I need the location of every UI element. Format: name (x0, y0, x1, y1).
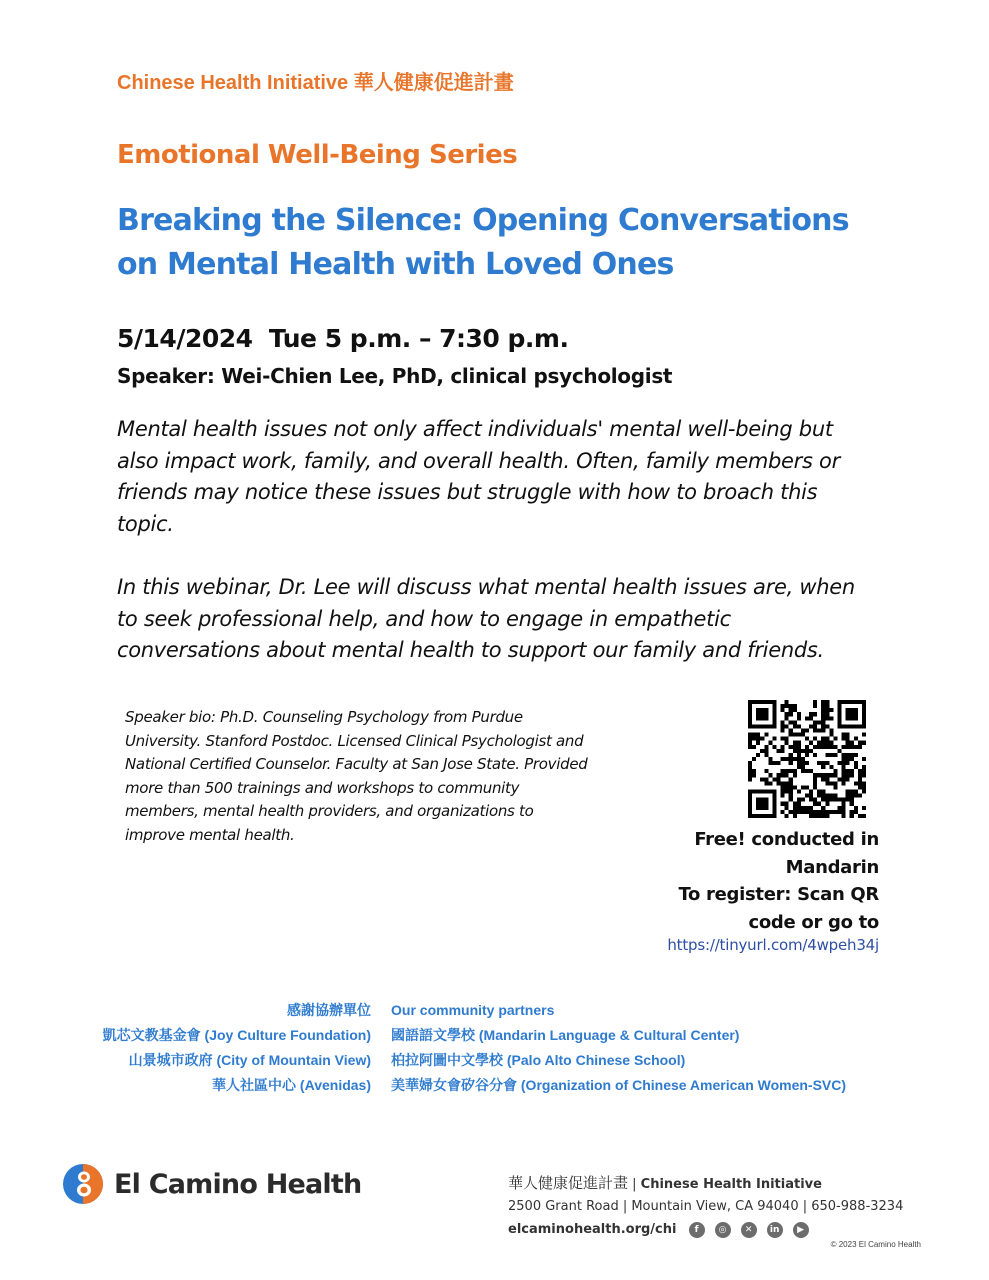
linkedin-icon[interactable]: in (767, 1222, 783, 1238)
partner-item: 凱芯文教基金會 (Joy Culture Foundation) (102, 1027, 371, 1043)
speaker-bio: Speaker bio: Ph.D. Counseling Psychology from Purdue University. Stanford Postdoc. Licensed Clinical Psychologist and National Certified Counselor. Faculty at San Jose State. Provided more than 500 trainings and workshops to community members, mental health providers, and organizations to improve mental health. (125, 708, 588, 844)
footer-org-zh: 華人健康促進計畫 (508, 1174, 629, 1192)
qr-code-icon[interactable] (748, 700, 866, 818)
registration-link[interactable]: https://tinyurl.com/4wpeh34j (667, 936, 879, 954)
footer-website[interactable]: elcaminohealth.org/chi (508, 1222, 677, 1237)
description-paragraph-1: Mental health issues not only affect individuals' mental well-being but also impact work, family, and overall health. Often, family members or friends may notice these issues but struggle with how to broach this topic. (117, 417, 840, 536)
partners-right-column (391, 998, 846, 1098)
registration-info (659, 826, 879, 936)
partners-left-column (103, 998, 371, 1098)
event-title: Breaking the Silence: Opening Conversations on Mental Health with Loved Ones (117, 203, 849, 282)
series-title: Emotional Well-Being Series (117, 140, 518, 170)
footer-address: 2500 Grant Road | Mountain View, CA 94040 | 650-988-3234 (508, 1199, 904, 1214)
copyright: © 2023 El Camino Health (830, 1240, 921, 1249)
event-datetime: 5/14/2024 Tue 5 p.m. – 7:30 p.m. (117, 324, 569, 353)
partner-item: 美華婦女會矽谷分會 (Organization of Chinese American Women-SVC) (391, 1077, 847, 1093)
registration-line-3: To register: Scan QR (678, 884, 879, 905)
partners-heading-zh: 感謝協辦單位 (287, 1002, 371, 1018)
registration-line-2: Mandarin (785, 856, 879, 878)
registration-line-4: code or go to (748, 911, 879, 933)
partner-item: 華人社區中心 (Avenidas) (212, 1077, 371, 1093)
partners-heading-en: Our community partners (391, 1002, 555, 1018)
partner-item: 柏拉阿圖中文學校 (Palo Alto Chinese School) (391, 1052, 686, 1068)
footer-org-en: Chinese Health Initiative (640, 1177, 822, 1192)
org-header: Chinese Health Initiative 華人健康促進計畫 (117, 72, 514, 94)
social-icons (689, 1222, 809, 1238)
partner-item: 國語語文學校 (Mandarin Language & Cultural Center) (391, 1027, 740, 1043)
el-camino-logo-icon (62, 1163, 104, 1205)
footer-contact: 華人健康促進計畫 | Chinese Health Initiative 2500 Grant Road | Mountain View, CA 94040 | 650-988-3234 elcaminohealth.org/chi f ◎ ✕ in ▶ (508, 1174, 904, 1237)
youtube-icon[interactable]: ▶ (793, 1222, 809, 1238)
logo-text: El Camino Health (114, 1168, 362, 1200)
partner-item: 山景城市政府 (City of Mountain View) (128, 1052, 371, 1068)
instagram-icon[interactable]: ◎ (715, 1222, 731, 1238)
registration-line-1: Free! conducted in (694, 829, 879, 850)
speaker-line: Speaker: Wei-Chien Lee, PhD, clinical psychologist (117, 364, 673, 388)
description-paragraph-2: In this webinar, Dr. Lee will discuss what mental health issues are, when to seek professional help, and how to engage in empathetic conversations about mental health to support our family and friends. (117, 575, 855, 662)
x-icon[interactable]: ✕ (741, 1222, 757, 1238)
facebook-icon[interactable]: f (689, 1222, 705, 1238)
el-camino-logo (62, 1163, 361, 1205)
